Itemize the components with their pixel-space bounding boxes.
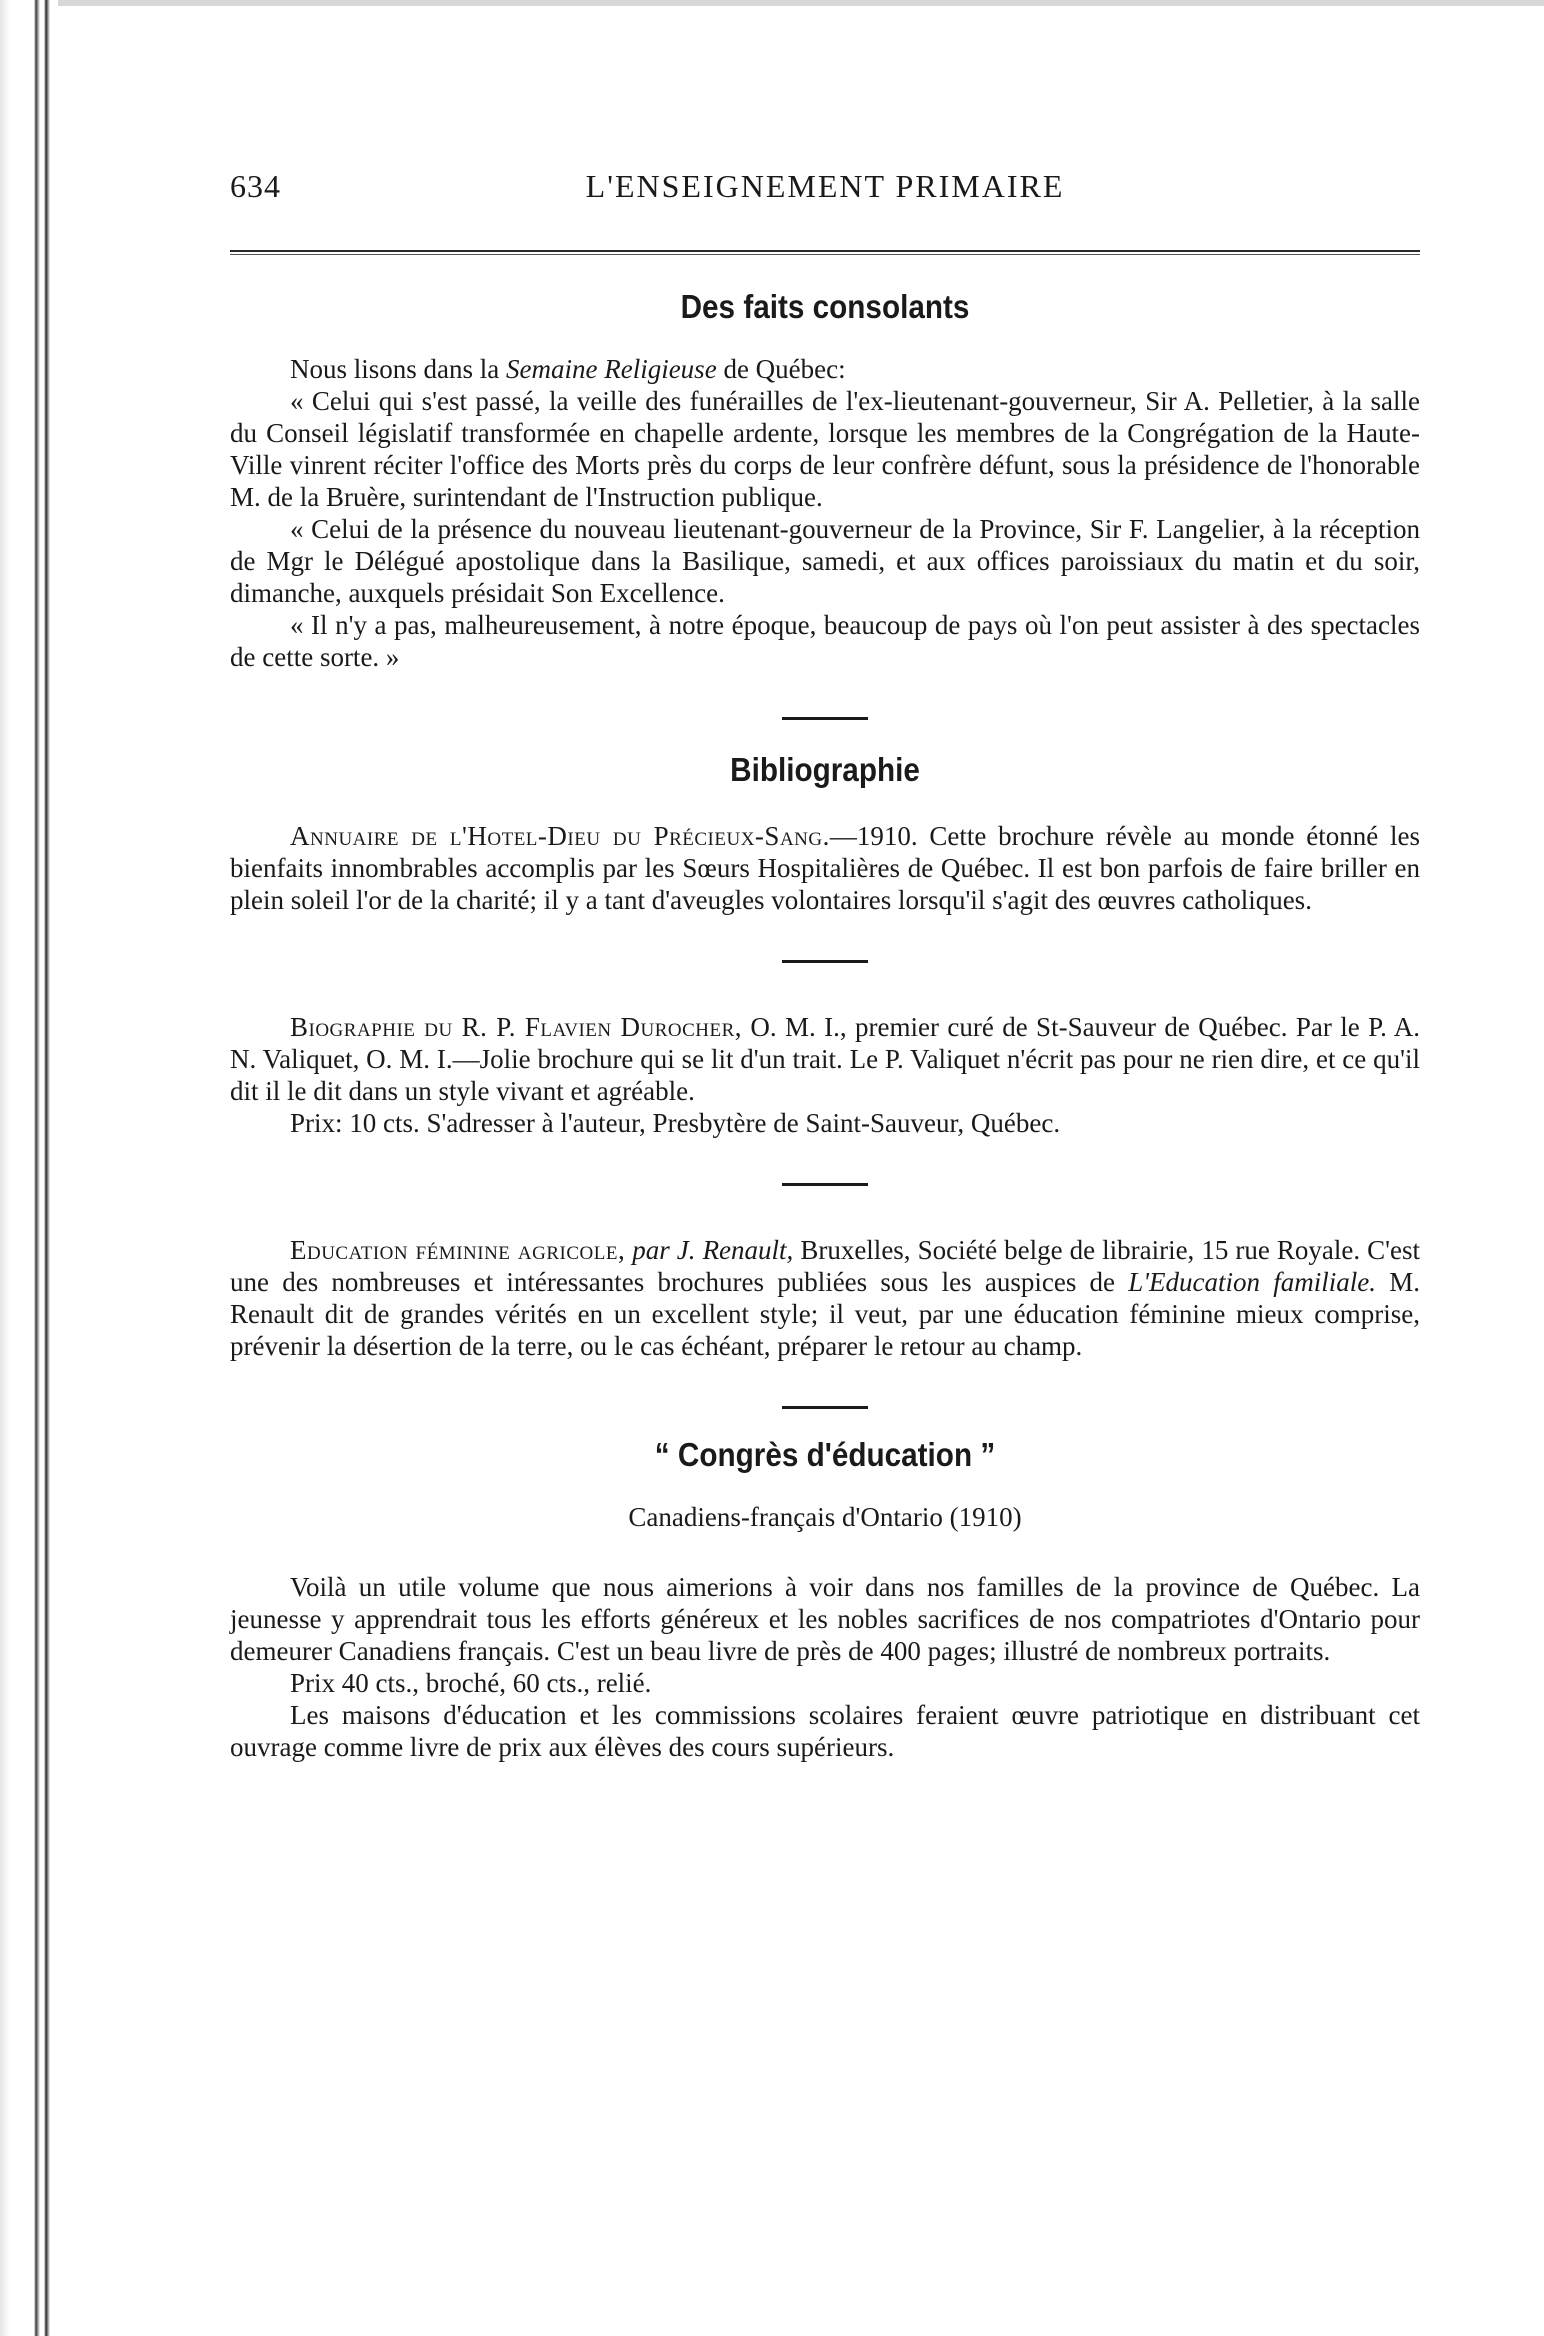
page-content [230, 160, 1420, 1763]
section-subtitle: Canadiens-français d'Ontario (1910) [628, 1502, 1022, 1532]
running-head [230, 160, 1420, 220]
entry-series: L'Education familiale. [1128, 1267, 1377, 1297]
entry-year: —1910. [829, 821, 918, 851]
entry-text: M. Renault dit de grandes vérités en un excellent style; il veut, par une éducation féminine mieux comprise, prévenir la désertion de la terre, ou le cas échéant, préparer le retour au champ. [230, 1267, 1420, 1361]
quote-paragraph-3: « Il n'y a pas, malheureusement, à notre époque, beaucoup de pays où l'on peut assister à des spectacles de cette sorte. » [230, 610, 1420, 672]
bibliography-entry-annuaire [230, 820, 1420, 916]
scan-top-edge [0, 0, 1544, 6]
separator-rule [782, 717, 868, 720]
scan-binding-edge [0, 0, 58, 2336]
quote-paragraph-2: « Celui de la présence du nouveau lieutenant-gouverneur de la Province, Sir F. Langelier, à la réception de Mgr le Délégué apostolique dans la Basilique, samedi, et aux offices paroissiaux du matin et du soir, dimanche, auxquels présidait Son Excellence. [230, 514, 1420, 608]
entry-title: Education féminine agricole, [290, 1235, 626, 1265]
entry-title: Annuaire de l'Hotel-Dieu du Précieux-Sang. [290, 821, 830, 851]
congres-paragraph-2: Les maisons d'éducation et les commissions scolaires feraient œuvre patriotique en distribuant cet ouvrage comme livre de prix aux élèves des cours supérieurs. [230, 1700, 1420, 1762]
entry-text: Bruxelles, Société belge de librairie, 15 rue Royale. C'est une des nombreuses et intéressantes brochures publiées sous les auspices de [230, 1235, 1420, 1297]
congres-paragraph-1: Voilà un utile volume que nous aimerions à voir dans nos familles de la province de Québec. La jeunesse y apprendrait tous les efforts généreux et les nobles sacrifices de nos compatriotes d'Ontario pour demeurer Canadiens français. C'est un beau livre de près de 400 pages; illustré de nombreux portraits. [230, 1572, 1420, 1666]
separator-rule [782, 1183, 868, 1186]
entry-text: Cette brochure révèle au monde étonné les bienfaits innombrables accomplis par les Sœurs Hospitalières de Québec. Il est bon parfois de faire briller en plein soleil l'or de la charité; il y a tant d'aveugles volontaires lorsqu'il s'agit des œuvres catholiques. [230, 821, 1420, 915]
header-rule [230, 250, 1420, 255]
separator-rule [782, 960, 868, 963]
separator-rule [782, 1406, 868, 1409]
entry-text: O. M. I., premier curé de St-Sauveur de Québec. Par le P. A. N. Valiquet, O. M. I.—Jolie brochure qui se lit d'un trait. Le P. Valiquet n'écrit pas pour ne rien dire, et ce qu'il dit il le dit dans un style vivant et agréable. [230, 1012, 1420, 1106]
intro-paragraph [230, 353, 1420, 385]
intro-text-before: Nous lisons dans la [290, 354, 506, 384]
entry-price: Prix: 10 cts. S'adresser à l'auteur, Presbytère de Saint-Sauveur, Québec. [290, 1108, 1061, 1138]
congres-price: Prix 40 cts., broché, 60 cts., relié. [290, 1668, 652, 1698]
entry-author: par J. Renault, [625, 1235, 794, 1265]
section-title-congres: “ Congrès d'éducation ” [654, 1436, 996, 1473]
section-title-bibliographie: Bibliographie [730, 751, 920, 788]
intro-publication-name: Semaine Religieuse [506, 354, 717, 384]
section-title-faits-consolants: Des faits consolants [680, 288, 970, 325]
intro-text-after: de Québec: [716, 354, 846, 384]
journal-title: L'ENSEIGNEMENT PRIMAIRE [585, 168, 1065, 204]
bibliography-entry-biographie [230, 1011, 1420, 1107]
entry-title: Biographie du R. P. Flavien Durocher, [290, 1012, 743, 1042]
page-number: 634 [230, 168, 281, 204]
quote-paragraph-1: « Celui qui s'est passé, la veille des funérailles de l'ex-lieutenant-gouverneur, Sir A. Pelletier, à la salle du Conseil législatif transformée en chapelle ardente, lorsque les membres de la Congrégation de la Haute-Ville vinrent réciter l'office des Morts près du corps de leur confrère défunt, sous la présidence de l'honorable M. de la Bruère, surintendant de l'Instruction publique. [230, 386, 1420, 512]
bibliography-entry-education [230, 1234, 1420, 1362]
